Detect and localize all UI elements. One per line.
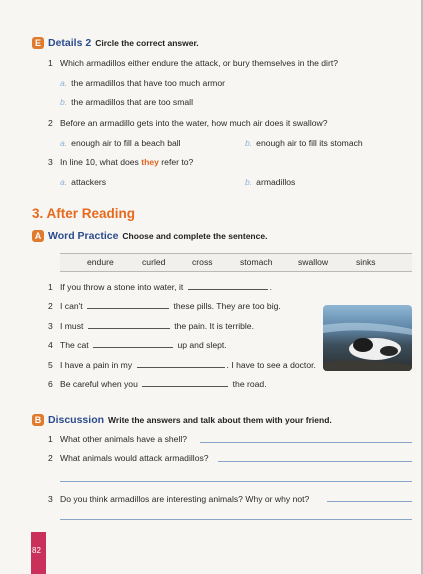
question-text: Do you think armadillos are interesting animals? Why or why not?	[60, 494, 310, 504]
sentence-number: 3	[48, 321, 53, 331]
answer-line[interactable]	[60, 519, 412, 520]
sentence-before: I can't	[60, 301, 83, 311]
details-title	[48, 37, 199, 49]
question-1	[48, 58, 338, 68]
option-letter: b.	[245, 177, 253, 187]
word-bank-item: stomach	[240, 257, 273, 267]
option-text: enough air to fill its stomach	[256, 138, 363, 148]
question-text: Before an armadillo gets into the water, how much air does it swallow?	[60, 118, 328, 128]
word-bank-item: curled	[142, 257, 166, 267]
option-3a[interactable]	[60, 177, 106, 187]
sentence-before: I must	[60, 321, 84, 331]
sentence-after: the road.	[232, 379, 267, 389]
sentence-after: . I have to see a doctor.	[226, 360, 316, 370]
sentence-6	[48, 378, 267, 389]
page-number: 82	[32, 546, 41, 555]
option-text: armadillos	[256, 177, 296, 187]
question-text: What animals would attack armadillos?	[60, 453, 209, 463]
discussion-question-1	[48, 434, 187, 444]
armadillo-photo	[323, 305, 412, 371]
highlight-word: they	[141, 157, 159, 167]
details-instruction: Circle the correct answer.	[95, 38, 199, 48]
water-shape	[323, 323, 412, 335]
answer-blank[interactable]	[188, 281, 268, 290]
word-bank-item: sinks	[356, 257, 376, 267]
sentence-number: 5	[48, 360, 53, 370]
sentence-5	[48, 359, 316, 370]
option-text: the armadillos that have too much armor	[71, 78, 225, 88]
option-text: enough air to fill a beach ball	[71, 138, 181, 148]
answer-blank[interactable]	[88, 320, 170, 329]
option-1b[interactable]	[60, 97, 193, 107]
answer-blank[interactable]	[142, 378, 228, 387]
answer-blank[interactable]	[137, 359, 225, 368]
question-text-before: In line 10, what does	[60, 157, 139, 167]
sentence-number: 4	[48, 340, 53, 350]
sentence-number: 6	[48, 379, 53, 389]
sentence-after: the pain. It is terrible.	[174, 321, 254, 331]
question-2	[48, 118, 328, 128]
question-number: 1	[48, 434, 53, 444]
question-number: 3	[48, 494, 53, 504]
sentence-3	[48, 320, 254, 331]
sentence-before: If you throw a stone into water, it	[60, 282, 184, 292]
discussion-instruction: Write the answers and talk about them with your friend.	[108, 415, 332, 425]
option-letter: a.	[60, 138, 68, 148]
word-bank-item: swallow	[298, 257, 329, 267]
word-practice-instruction: Choose and complete the sentence.	[122, 231, 268, 241]
answer-line[interactable]	[200, 442, 412, 443]
discussion-question-2	[48, 453, 209, 463]
option-letter: a.	[60, 177, 68, 187]
question-text: Which armadillos either endure the attack, or bury themselves in the dirt?	[60, 58, 338, 68]
ground-shape	[323, 360, 412, 371]
word-bank-item: cross	[192, 257, 213, 267]
section-badge-a: A	[32, 230, 44, 242]
sentence-before: I have a pain in my	[60, 360, 133, 370]
answer-line[interactable]	[60, 481, 412, 482]
sentence-after: up and slept.	[177, 340, 227, 350]
option-2a[interactable]	[60, 138, 181, 148]
option-text: attackers	[71, 177, 107, 187]
animal-patch	[380, 346, 398, 356]
question-text-after: refer to?	[161, 157, 194, 167]
discussion-title	[48, 414, 332, 426]
sentence-after: .	[269, 282, 273, 292]
details-title-text: Details 2	[48, 37, 92, 49]
animal-patch	[353, 338, 373, 352]
sentence-number: 1	[48, 282, 53, 292]
answer-blank[interactable]	[87, 300, 169, 309]
sentence-2	[48, 300, 281, 311]
word-bank-item: endure	[87, 257, 114, 267]
word-practice-title-text: Word Practice	[48, 230, 119, 242]
section-heading: 3. After Reading	[32, 206, 136, 221]
option-letter: b.	[245, 138, 253, 148]
discussion-question-3	[48, 494, 309, 504]
sentence-after: these pills. They are too big.	[173, 301, 281, 311]
word-bank	[60, 253, 412, 272]
question-3	[48, 157, 193, 167]
option-letter: a.	[60, 78, 68, 88]
question-number: 2	[48, 118, 53, 128]
sentence-before: Be careful when you	[60, 379, 138, 389]
question-number: 2	[48, 453, 53, 463]
sentence-number: 2	[48, 301, 53, 311]
sentence-before: The cat	[60, 340, 89, 350]
sentence-1	[48, 281, 272, 292]
answer-line[interactable]	[327, 501, 412, 502]
option-letter: b.	[60, 97, 68, 107]
section-badge-e: E	[32, 37, 44, 49]
discussion-title-text: Discussion	[48, 414, 105, 426]
sentence-4	[48, 339, 227, 350]
option-1a[interactable]	[60, 78, 225, 88]
answer-line[interactable]	[218, 461, 412, 462]
section-badge-b: B	[32, 414, 44, 426]
question-number: 1	[48, 58, 53, 68]
answer-blank[interactable]	[93, 339, 173, 348]
option-2b[interactable]	[245, 138, 363, 148]
question-text: What other animals have a shell?	[60, 434, 188, 444]
option-text: the armadillos that are too small	[71, 97, 193, 107]
word-practice-title	[48, 230, 267, 242]
question-number: 3	[48, 157, 53, 167]
option-3b[interactable]	[245, 177, 295, 187]
armadillo-photo-art	[323, 305, 412, 371]
